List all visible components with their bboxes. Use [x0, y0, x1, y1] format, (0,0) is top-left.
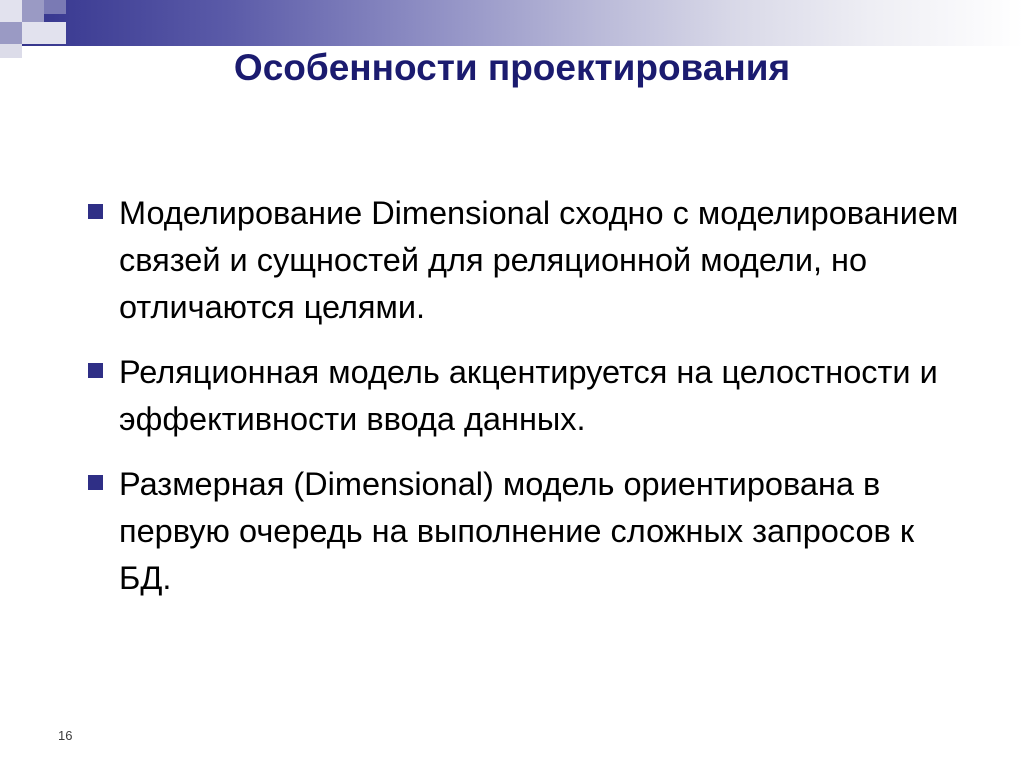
list-item-text: Реляционная модель акцентируется на целостности и эффективности ввода данных.: [119, 354, 938, 437]
list-item-text: Моделирование Dimensional сходно с моделированием связей и сущностей для реляционной модели, но отличаются целями.: [119, 195, 959, 325]
bullet-square-icon: [88, 363, 103, 378]
header-square-4: [22, 22, 44, 44]
header-square-2: [22, 0, 44, 22]
page-number: 16: [58, 728, 73, 743]
header-square-1: [0, 0, 22, 22]
bullet-square-icon: [88, 475, 103, 490]
header-square-6: [44, 0, 66, 14]
header-decoration-band: [0, 0, 1024, 46]
list-item: [88, 190, 968, 331]
page-title: Особенности проектирования: [233, 47, 791, 88]
list-item-text: Размерная (Dimensional) модель ориентирована в первую очередь на выполнение сложных запросов к БД.: [119, 466, 915, 596]
list-item: [88, 349, 968, 443]
bullet-square-icon: [88, 204, 103, 219]
header-square-3: [0, 22, 22, 44]
list-item: [88, 461, 968, 602]
header-square-5: [44, 22, 66, 44]
bullet-list: [88, 190, 968, 620]
